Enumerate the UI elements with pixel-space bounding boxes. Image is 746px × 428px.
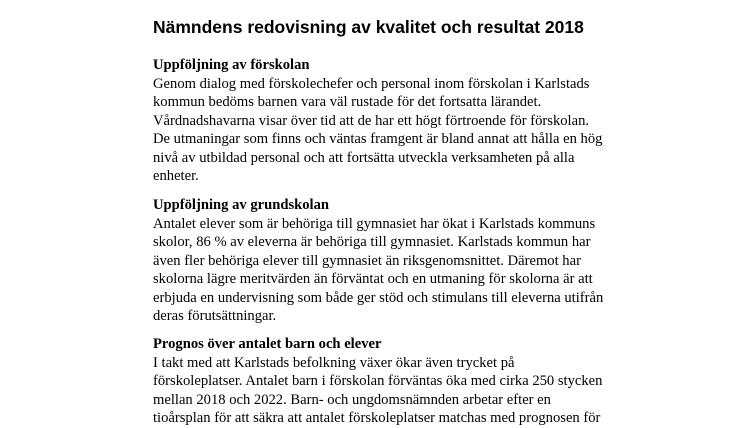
paragraph-line: enheter. [153, 168, 199, 184]
paragraph-line: nivå av utbildad personal och att fortsätta utveckla verksamheten på alla [153, 149, 575, 166]
paragraph-line: mellan 2018 och 2022. Barn- och ungdomsnämnden arbetar efter en [153, 391, 551, 408]
paragraph-line: Antalet elever som är behöriga till gymnasiet har ökat i Karlstads kommuns [153, 215, 596, 232]
section-forecast [153, 335, 623, 428]
section-primary-school-followup [153, 196, 623, 326]
paragraph-line: tioårsplan för att säkra att antalet förskoleplatser matchas med prognosen för [153, 410, 601, 426]
paragraph-line: Vårdnadshavarna visar över tid att de har ett högt förtroende för förskolan. [153, 112, 590, 129]
page-title: Nämndens redovisning av kvalitet och resultat 2018 [153, 17, 584, 37]
paragraph-line: förskoleplatser. Antalet barn i förskolan förväntas öka med cirka 250 stycken [153, 373, 603, 389]
paragraph-line: skolorna lägre meritvärden än förväntat och en utmaning för skolorna är att [153, 271, 593, 287]
paragraph-line: I takt med att Karlstads befolkning växer ökar även trycket på [153, 354, 515, 371]
paragraph-line: De utmaningar som finns och väntas framgent är bland annat att hålla en hög [153, 131, 603, 147]
section-preschool-followup [153, 56, 623, 186]
section-heading: Prognos över antalet barn och elever [153, 336, 382, 352]
section-heading: Uppföljning av grundskolan [153, 197, 330, 213]
paragraph-line: deras förutsättningar. [153, 308, 277, 324]
paragraph-line: erbjuda en undervisning som både ger stöd och stimulans till eleverna utifrån [153, 289, 604, 306]
paragraph-line: kommun bedöms barnen vara väl rustade för det fortsatta lärandet. [153, 94, 542, 110]
paragraph-line: Genom dialog med förskolechefer och personal inom förskolan i Karlstads [153, 75, 590, 92]
paragraph-line: även fler behöriga elever till gymnasiet än riksgenomsnittet. Däremot har [153, 252, 581, 269]
section-heading: Uppföljning av förskolan [153, 57, 310, 73]
paragraph-line: skolor, 86 % av eleverna är behöriga till gymnasiet. Karlstads kommun har [153, 234, 591, 250]
